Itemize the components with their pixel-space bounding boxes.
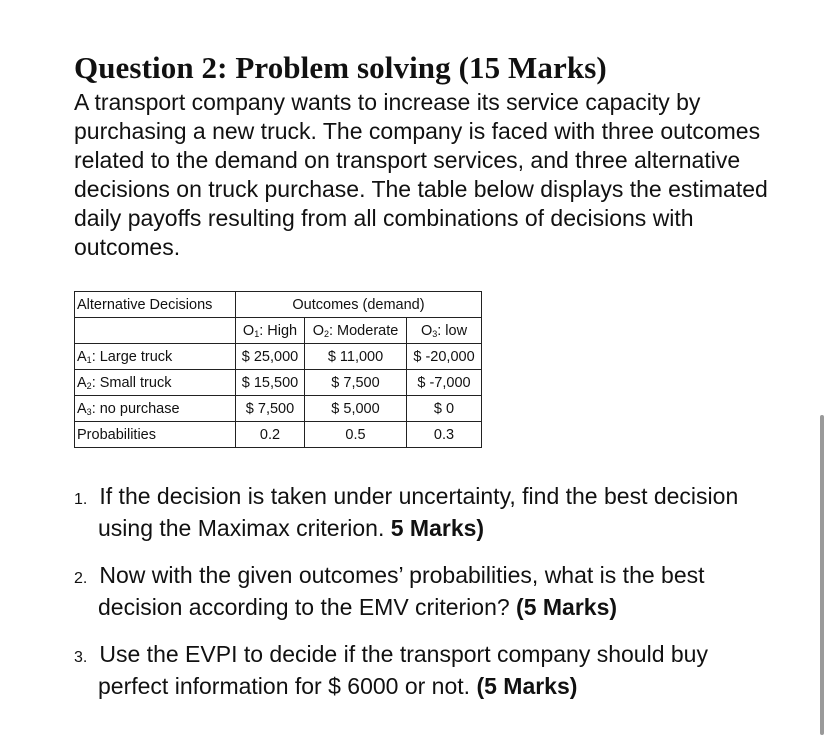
empty-cell [75,318,236,344]
payoff-cell: $ 25,000 [236,344,305,370]
payoff-cell: $ 5,000 [305,396,407,422]
probability-cell: 0.3 [407,422,482,448]
payoff-cell: $ 0 [407,396,482,422]
table-row [75,344,482,370]
question-number: 3. [74,649,88,666]
question-text: Use the EVPI to decide if the transport company should buy perfect information for $ 6000 or not. [98,641,708,699]
question-text: If the decision is taken under uncertainty, find the best decision using the Maximax criterion. [98,483,739,541]
outcome-o2-header: $O_2$: Moderate [305,318,407,344]
outcome-labels-row [75,318,482,344]
question-marks: (5 Marks) [516,594,618,620]
payoff-cell: $ 7,500 [236,396,305,422]
question-item-2 [74,561,774,622]
question-item-1 [74,482,774,543]
table-row [75,396,482,422]
question-item-3 [74,640,774,701]
question-number: 1. [74,491,88,508]
question-marks: 5 Marks) [390,515,485,541]
outcome-o3-header: $O_3$: low [407,318,482,344]
decision-a3-label: $A_3$: no purchase [75,396,236,422]
probability-cell: 0.2 [236,422,305,448]
payoff-table [74,291,482,448]
question-number: 2. [74,570,88,587]
payoff-cell: $ -7,000 [407,370,482,396]
question-heading: Question 2: Problem solving (15 Marks) [74,50,607,85]
question-marks: (5 Marks) [476,673,578,699]
outcome-o1-header: $O_1$: High [236,318,305,344]
question-text: Now with the given outcomes’ probabilities, what is the best decision according to the EMV criterion? [98,562,705,620]
decision-a1-label: $A_1$: Large truck [75,344,236,370]
table-header-row [75,292,482,318]
alternative-decisions-header: Alternative Decisions [75,292,236,318]
probabilities-row [75,422,482,448]
probability-cell: 0.5 [305,422,407,448]
vertical-scrollbar[interactable] [820,415,824,735]
question-list [74,482,774,719]
decision-a2-label: $A_2$: Small truck [75,370,236,396]
problem-description: A transport company wants to increase its service capacity by purchasing a new truck. The company is faced with three outcomes related to the demand on transport services, and three alternative decisions on truck purchase. The table below displays the estimated daily payoffs resulting from all combinations of decisions with outcomes. [74,89,768,260]
table-row [75,370,482,396]
probabilities-label: Probabilities [75,422,236,448]
payoff-cell: $ 11,000 [305,344,407,370]
payoff-cell: $ 7,500 [305,370,407,396]
payoff-cell: $ -20,000 [407,344,482,370]
payoff-cell: $ 15,500 [236,370,305,396]
outcomes-header: Outcomes (demand) [236,292,482,318]
